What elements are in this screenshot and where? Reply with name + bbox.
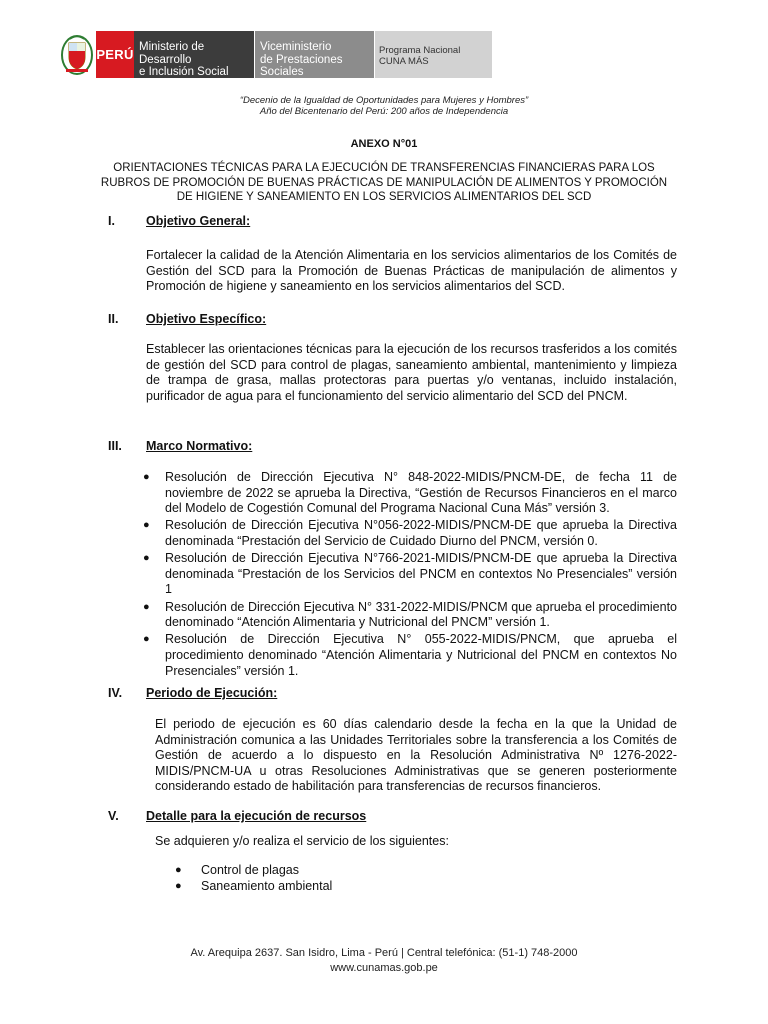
section-1-body: Fortalecer la calidad de la Atención Alimentaria en los servicios alimentarios de los Comités de Gestión del SCD para la Promoción de Buenas Prácticas de manipulación de alimentos y Promoción de higiene y saneamiento en los servicios alimentarios del SCD. — [146, 248, 677, 294]
footer-address: Av. Arequipa 2637. San Isidro, Lima - Perú | Central telefónica: (51-1) 748-2000 — [190, 947, 578, 959]
list-item — [175, 863, 332, 879]
ministry-line1: Ministerio de Desarrollo — [139, 41, 205, 66]
bullet-icon: ● — [143, 552, 150, 565]
footer-website: www.cunamas.gob.pe — [330, 962, 438, 974]
ministry-block — [134, 31, 254, 78]
section-5-heading — [108, 809, 366, 823]
list-item-text: Resolución de Dirección Ejecutiva N°056-2022-MIDIS/PNCM-DE que aprueba la Directiva denominada “Prestación del Servicio de Cuidado Diurno del PNCM, versión 0. — [165, 518, 677, 548]
viceministry-block — [254, 31, 374, 78]
section-3-number: III. — [108, 439, 122, 453]
list-item — [140, 551, 677, 598]
decenio-banner — [0, 96, 768, 117]
section-2-title: Objetivo Específico: — [146, 312, 267, 326]
section-1-number: I. — [108, 214, 115, 228]
list-item-text: Resolución de Dirección Ejecutiva N° 331-2022-MIDIS/PNCM que aprueba el procedimiento denominado “Atención Alimentaria y Nutricional del PNCM” versión 1. — [165, 599, 677, 630]
list-item-text: Resolución de Dirección Ejecutiva N° 055-2022-MIDIS/PNCM, que aprueba el procedimiento denominado “Atención Alimentaria y Nutricional del PNCM en contextos No Presenciales” versión 1. — [165, 632, 677, 678]
ministry-line2: e Inclusión Social — [139, 66, 229, 78]
section-1-heading — [108, 214, 250, 228]
peru-label: PERÚ — [96, 31, 134, 78]
annex-title: ANEXO N°01 — [350, 138, 418, 150]
resource-items-list — [175, 863, 332, 894]
section-4-heading — [108, 686, 277, 700]
program-line1: Programa Nacional — [379, 45, 461, 56]
legal-framework-list — [140, 470, 677, 681]
list-item-text: Saneamiento ambiental — [201, 878, 333, 893]
vice-line2: de Prestaciones Sociales — [260, 53, 343, 78]
section-2-heading — [108, 312, 266, 326]
section-5-intro: Se adquieren y/o realiza el servicio de los siguientes: — [155, 834, 449, 848]
list-item — [140, 600, 677, 631]
bullet-icon: ● — [143, 519, 150, 532]
section-5-title: Detalle para la ejecución de recursos — [146, 809, 367, 823]
list-item-text: Resolución de Dirección Ejecutiva N°766-2021-MIDIS/PNCM-DE que aprueba la Directiva denominada “Prestación de los Servicios del PNCM en contextos No Presenciales” versión 1 — [165, 551, 677, 597]
section-2-number: II. — [108, 312, 119, 326]
section-4-number: IV. — [108, 686, 123, 700]
bullet-icon: ● — [143, 600, 150, 613]
list-item — [140, 632, 677, 679]
program-block — [374, 31, 492, 78]
list-item-text: Resolución de Dirección Ejecutiva N° 848-2022-MIDIS/PNCM-DE, de fecha 11 de noviembre de 2022 se aprueba la Directiva, “Gestión de Recursos Financieros en el marco del Modelo de Cogestión Comunal del Programa Nacional Cuna Más” versión 3. — [165, 470, 677, 516]
list-item — [140, 470, 677, 517]
document-heading: ORIENTACIONES TÉCNICAS PARA LA EJECUCIÓN DE TRANSFERENCIAS FINANCIERAS PARA LOS RUBROS DE PROMOCIÓN DE BUENAS PRÁCTICAS DE MANIPULACIÓN DE ALIMENTOS Y PROMOCIÓN DE HIGIENE Y SANEAMIENTO EN LOS SERVICIOS ALIMENTARIOS DEL SCD — [100, 162, 668, 203]
coat-of-arms-icon — [58, 31, 96, 78]
section-4-title: Periodo de Ejecución: — [146, 686, 278, 700]
header-logo — [58, 31, 492, 78]
section-3-heading — [108, 439, 252, 453]
list-item — [175, 879, 332, 895]
section-5-number: V. — [108, 809, 119, 823]
section-4-body: El periodo de ejecución es 60 días calendario desde la fecha en la que la Unidad de Administración comunica a las Unidades Territoriales sobre la transferencia a los Comités de Gestión de acuerdo a lo dispuesto en la Resolución Administrativa Nº 1276-2022-MIDIS/PNCM-UA u otras Resoluciones Administrativas que se generen posteriormente considerando estado de habilitación para transferencias de recursos financieros. — [155, 717, 677, 794]
decenio-line1: “Decenio de la Igualdad de Oportunidades para Mujeres y Hombres” — [239, 95, 529, 106]
bullet-icon: ● — [143, 471, 150, 483]
section-2-body: Establecer las orientaciones técnicas para la ejecución de los recursos trasferidos a los comités de gestión del SCD para control de plagas, saneamiento ambiental, mantenimiento y limpieza de trampa de grasa, mallas protectoras para puertas y/o ventanas, incluido instalación, purificador de agua para el funcionamiento del servicio alimentario del SCD del PNCM. — [146, 342, 677, 403]
bullet-icon: ● — [143, 633, 150, 646]
bullet-icon: ● — [175, 864, 182, 876]
program-line2: CUNA MÁS — [379, 56, 429, 67]
bullet-icon: ● — [175, 879, 182, 892]
list-item — [140, 518, 677, 549]
section-3-title: Marco Normativo: — [146, 439, 253, 453]
section-1-title: Objetivo General: — [146, 214, 251, 228]
page-footer — [0, 946, 768, 976]
vice-line1: Viceministerio — [260, 41, 332, 53]
list-item-text: Control de plagas — [201, 863, 299, 877]
decenio-line2: Año del Bicentenario del Perú: 200 años de Independencia — [259, 105, 509, 117]
